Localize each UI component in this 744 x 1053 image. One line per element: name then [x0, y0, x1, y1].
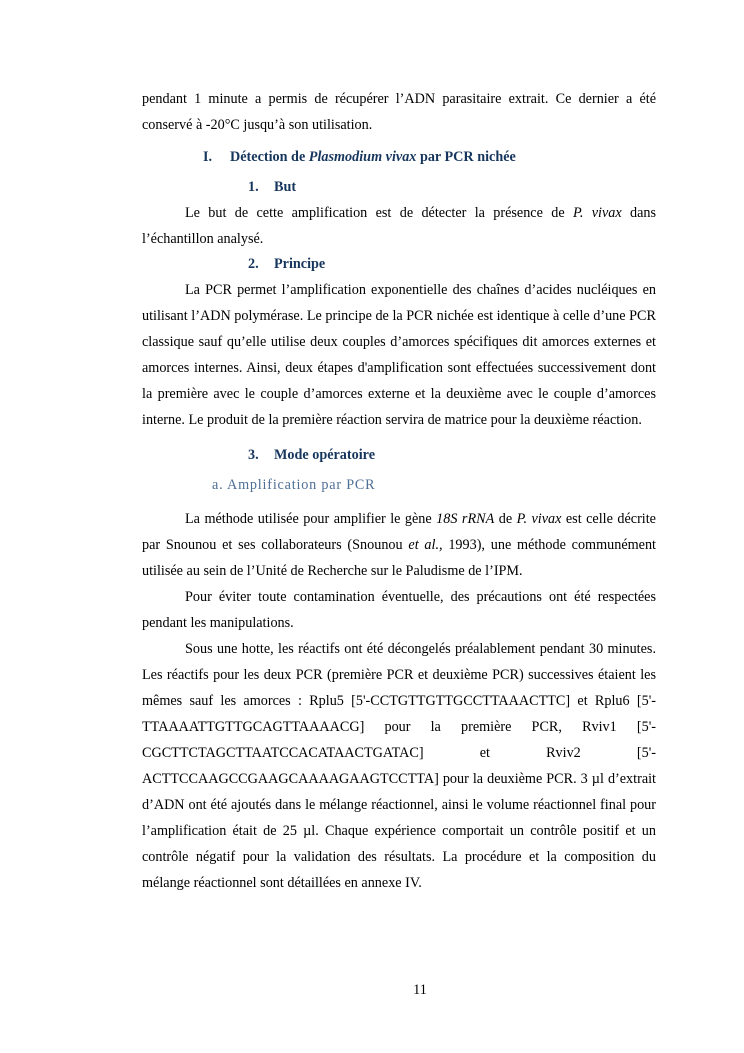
section-title-pre: Détection de — [230, 149, 309, 165]
section-heading — [142, 145, 656, 169]
intro-paragraph: pendant 1 minute a permis de récupérer l’ADN parasitaire extrait. Ce dernier a été conservé à -20°C jusqu’à son utilisation. — [142, 91, 656, 133]
methode-gene: 18S rRNA — [436, 511, 495, 527]
methode-species: P. vivax — [516, 511, 562, 527]
subheading-mode-number: 3. — [248, 447, 259, 463]
precautions-paragraph: Pour éviter toute contamination éventuelle, des précautions ont été respectées pendant les manipulations. — [142, 589, 656, 631]
methode-text-a: La méthode utilisée pour amplifier le gène — [185, 511, 437, 527]
but-paragraph — [142, 200, 656, 252]
principe-paragraph: La PCR permet l’amplification exponentielle des chaînes d’acides nucléiques en utilisant l’ADN polymérase. Le principe de la PCR nichée est identique à celle d’une PCR classique sauf qu’elle utilise deux couples d’amorces spécifiques dit amorces externes et amorces internes. Ainsi, deux étapes d'amplification sont effectuées successivement dont la première avec le couple d’amorces externe et la deuxième avec le couple d’amorces interne. Le produit de la première réaction servira de matrice pour la deuxième réaction. — [142, 282, 656, 428]
methode-paragraph — [142, 506, 656, 584]
methode-text-e: est celle décrite par Snounou et ses collaborateurs (Snounou — [142, 511, 656, 553]
subheading-principe-number: 2. — [248, 256, 259, 272]
subheading-principe — [142, 252, 656, 277]
protocole-paragraph: Sous une hotte, les réactifs ont été décongelés préalablement pendant 30 minutes. Les réactifs pour les deux PCR (première PCR et deuxième PCR) successives étaient les mêmes sauf les amorces : Rplu5 [5'-CCTGTTGTTGCCTTAAACTTC] et Rplu6 [5'-TTAAAATTGTTGCAGTTAAAACG] pour la première PCR, Rviv1 [5'- CGCTTCTAGCTTAATCCACATAACTGATAC] et Rviv2 [5'- ACTTCCAAGCCGAAGCAAAAGAAGTCCTTA] pour la deuxième PCR. 3 µl d’extrait d’ADN ont été ajoutés dans le mélange réactionnel, ainsi le volume réactionnel final pour l’amplification était de 25 µl. Chaque expérience comportait un contrôle positif et un contrôle négatif pour la validation des résultats. La procédure et la composition du mélange réactionnel sont détaillées en annexe IV. — [142, 641, 656, 891]
methode-etal: et al., — [408, 537, 443, 553]
methode-text-g: 1993), une méthode communément utilisée au sein de l’Unité de Recherche sur le Paludisme de l’IPM. — [142, 537, 656, 579]
section-number: I. — [203, 149, 213, 165]
subsubheading-amplification — [142, 472, 656, 498]
subsubheading-label: a. — [212, 477, 224, 493]
but-text-pre: Le but de cette amplification est de détecter la présence de — [185, 205, 573, 221]
section-title-post: par PCR nichée — [416, 149, 516, 165]
subheading-principe-title: Principe — [274, 256, 326, 272]
but-text-post: dans l’échantillon analysé. — [142, 205, 656, 247]
subheading-but-number: 1. — [248, 179, 259, 195]
subheading-but — [142, 175, 656, 200]
page-number: 11 — [413, 982, 427, 998]
document-page — [142, 86, 656, 896]
subheading-mode-title: Mode opératoire — [274, 447, 375, 463]
section-title-species: Plasmodium vivax — [308, 149, 417, 165]
subheading-mode — [142, 443, 656, 468]
but-text-species: P. vivax — [572, 205, 622, 221]
subheading-but-title: But — [274, 179, 297, 195]
methode-text-c: de — [494, 511, 517, 527]
subsubheading-title: Amplification par PCR — [227, 477, 376, 493]
